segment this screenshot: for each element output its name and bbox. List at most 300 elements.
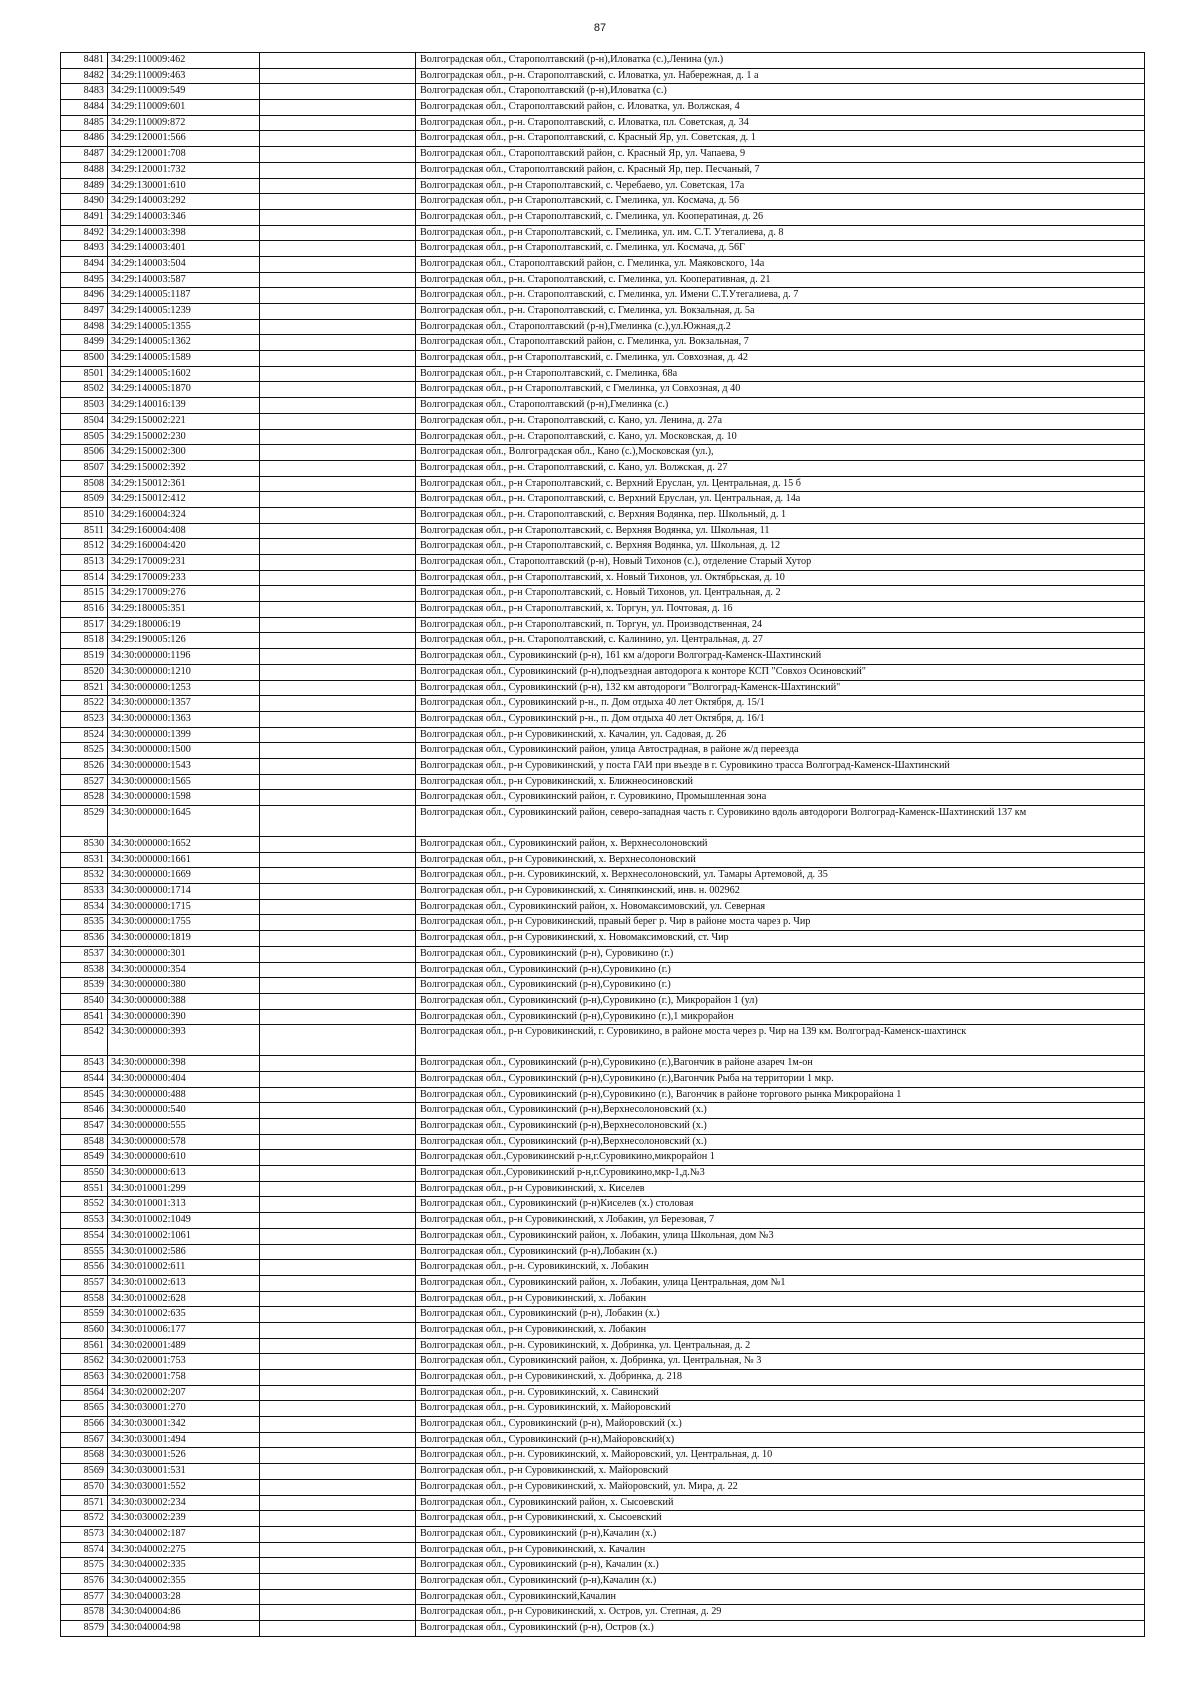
address-cell: Волгоградская обл., Старополтавский (р-н),Гмелинка (с.),ул.Южная,д.2 [416, 319, 1145, 335]
empty-cell [260, 1621, 416, 1637]
cadastral-number-cell: 34:30:000000:578 [108, 1134, 260, 1150]
cadastral-number-cell: 34:30:000000:1669 [108, 868, 260, 884]
cadastral-number-cell: 34:29:190005:126 [108, 633, 260, 649]
address-cell: Волгоградская обл., Суровикинский (р-н), Суровикино (г.) [416, 946, 1145, 962]
table-row [61, 1322, 1145, 1338]
address-cell: Волгоградская обл., Суровикинский (р-н),Суровикино (г.), Вагончик в районе торгового рынка Микрорайона 1 [416, 1087, 1145, 1103]
cadastral-number-cell: 34:30:010006:177 [108, 1322, 260, 1338]
cadastral-number-cell: 34:30:000000:1652 [108, 837, 260, 853]
table-row [61, 931, 1145, 947]
row-number-cell: 8531 [61, 852, 108, 868]
table-row [61, 1087, 1145, 1103]
empty-cell [260, 445, 416, 461]
cadastral-number-cell: 34:29:110009:462 [108, 53, 260, 69]
address-cell: Волгоградская обл., р-н Суровикинский, г. Суровикино, в районе моста через р. Чир на 139 км. Волгоград-Каменск-шахтинск [416, 1025, 1145, 1056]
address-cell: Волгоградская обл., Суровикинский район, х. Сысоевский [416, 1495, 1145, 1511]
row-number-cell: 8565 [61, 1401, 108, 1417]
cadastral-number-cell: 34:30:010002:611 [108, 1260, 260, 1276]
cadastral-number-cell: 34:29:150002:230 [108, 429, 260, 445]
table-row [61, 1150, 1145, 1166]
row-number-cell: 8502 [61, 382, 108, 398]
address-cell: Волгоградская обл., р-н. Старополтавский, с. Кано, ул. Московская, д. 10 [416, 429, 1145, 445]
cadastral-number-cell: 34:30:010002:613 [108, 1275, 260, 1291]
empty-cell [260, 476, 416, 492]
empty-cell [260, 586, 416, 602]
cadastral-number-cell: 34:29:140003:401 [108, 241, 260, 257]
table-row [61, 53, 1145, 69]
row-number-cell: 8536 [61, 931, 108, 947]
cadastral-number-cell: 34:30:030001:552 [108, 1479, 260, 1495]
address-cell: Волгоградская обл., Суровикинский (р-н), 161 км а/дороги Волгоград-Каменск-Шахтинский [416, 649, 1145, 665]
table-row [61, 1307, 1145, 1323]
row-number-cell: 8504 [61, 413, 108, 429]
row-number-cell: 8495 [61, 272, 108, 288]
table-row [61, 633, 1145, 649]
empty-cell [260, 868, 416, 884]
address-cell: Волгоградская обл., р-н. Суровикинский, х. Лобакин [416, 1260, 1145, 1276]
row-number-cell: 8482 [61, 68, 108, 84]
address-cell: Волгоградская обл., р-н Старополтавский, с. Гмелинка, ул. Космача, д. 56 [416, 194, 1145, 210]
table-row [61, 115, 1145, 131]
empty-cell [260, 1103, 416, 1119]
empty-cell [260, 256, 416, 272]
empty-cell [260, 1589, 416, 1605]
address-cell: Волгоградская обл., р-н. Старополтавский, с. Кано, ул. Волжская, д. 27 [416, 460, 1145, 476]
address-cell: Волгоградская обл., Суровикинский (р-н),Верхнесолоновский (х.) [416, 1103, 1145, 1119]
row-number-cell: 8555 [61, 1244, 108, 1260]
address-cell: Волгоградская обл., Суровикинский (р-н), Остров (х.) [416, 1621, 1145, 1637]
address-cell: Волгоградская обл., р-н Суровикинский, х. Киселев [416, 1181, 1145, 1197]
cadastral-number-cell: 34:30:010002:628 [108, 1291, 260, 1307]
table-row [61, 1464, 1145, 1480]
cadastral-number-cell: 34:29:140005:1870 [108, 382, 260, 398]
empty-cell [260, 1448, 416, 1464]
table-row [61, 617, 1145, 633]
empty-cell [260, 1322, 416, 1338]
address-cell: Волгоградская обл., Старополтавский (р-н), Новый Тихонов (с.), отделение Старый Хутор [416, 555, 1145, 571]
cadastral-number-cell: 34:29:140003:587 [108, 272, 260, 288]
row-number-cell: 8521 [61, 680, 108, 696]
row-number-cell: 8487 [61, 147, 108, 163]
table-row [61, 1542, 1145, 1558]
address-cell: Волгоградская обл., р-н. Старополтавский, с. Иловатка, пл. Советская, д. 34 [416, 115, 1145, 131]
table-row [61, 272, 1145, 288]
address-cell: Волгоградская обл., р-н. Суровикинский, х. Верхнесолоновский, ул. Тамары Артемовой, д. 35 [416, 868, 1145, 884]
address-cell: Волгоградская обл., Суровикинский (р-н)Киселев (х.) столовая [416, 1197, 1145, 1213]
empty-cell [260, 382, 416, 398]
cadastral-number-cell: 34:29:140003:504 [108, 256, 260, 272]
empty-cell [260, 633, 416, 649]
address-cell: Волгоградская обл., Суровикинский (р-н),Суровикино (г.) [416, 978, 1145, 994]
cadastral-number-cell: 34:29:150002:392 [108, 460, 260, 476]
table-row [61, 1605, 1145, 1621]
row-number-cell: 8529 [61, 806, 108, 837]
row-number-cell: 8554 [61, 1228, 108, 1244]
address-cell: Волгоградская обл., р-н. Старополтавский, с. Красный Яр, ул. Советская, д. 1 [416, 131, 1145, 147]
empty-cell [260, 241, 416, 257]
cadastral-number-cell: 34:30:000000:1715 [108, 899, 260, 915]
empty-cell [260, 1479, 416, 1495]
address-cell: Волгоградская обл., р-н. Старополтавский, с. Верхняя Водянка, пер. Школьный, д. 1 [416, 507, 1145, 523]
address-cell: Волгоградская обл., р-н Суровикинский, х. Добринка, д. 218 [416, 1370, 1145, 1386]
cadastral-number-cell: 34:30:000000:1253 [108, 680, 260, 696]
address-cell: Волгоградская обл., Суровикинский (р-н),Майоровский(х) [416, 1432, 1145, 1448]
empty-cell [260, 1354, 416, 1370]
cadastral-number-cell: 34:30:030002:239 [108, 1511, 260, 1527]
empty-cell [260, 1025, 416, 1056]
cadastral-number-cell: 34:30:000000:1755 [108, 915, 260, 931]
address-cell: Волгоградская обл., Старополтавский (р-н),Иловатка (с.) [416, 84, 1145, 100]
table-row [61, 178, 1145, 194]
cadastral-number-cell: 34:29:120001:708 [108, 147, 260, 163]
row-number-cell: 8483 [61, 84, 108, 100]
address-cell: Волгоградская обл., Суровикинский район, северо-западная часть г. Суровикино вдоль автодороги Волгоград-Каменск-Шахтинский 137 км [416, 806, 1145, 837]
address-cell: Волгоградская обл., Суровикинский район, х. Лобакин, улица Центральная, дом №1 [416, 1275, 1145, 1291]
address-cell: Волгоградская обл., Суровикинский (р-н), Майоровский (х.) [416, 1417, 1145, 1433]
row-number-cell: 8578 [61, 1605, 108, 1621]
address-cell: Волгоградская обл., р-н Суровикинский, х. Новомаксимовский, ст. Чир [416, 931, 1145, 947]
page-number: 87 [593, 22, 607, 34]
table-row [61, 209, 1145, 225]
table-row [61, 539, 1145, 555]
address-cell: Волгоградская обл., Суровикинский (р-н),Суровикино (г.),Вагончик Рыба на территории 1 мкр. [416, 1071, 1145, 1087]
row-number-cell: 8541 [61, 1009, 108, 1025]
table-row [61, 1511, 1145, 1527]
cadastral-number-cell: 34:29:140005:1602 [108, 366, 260, 382]
row-number-cell: 8528 [61, 790, 108, 806]
cadastral-number-cell: 34:29:140005:1589 [108, 351, 260, 367]
row-number-cell: 8570 [61, 1479, 108, 1495]
cadastral-number-cell: 34:30:000000:555 [108, 1119, 260, 1135]
address-cell: Волгоградская обл., р-н. Старополтавский, с. Гмелинка, ул. Кооперативная, д. 21 [416, 272, 1145, 288]
row-number-cell: 8500 [61, 351, 108, 367]
row-number-cell: 8574 [61, 1542, 108, 1558]
empty-cell [260, 1370, 416, 1386]
address-cell: Волгоградская обл., р-н Суровикинский, х. Сысоевский [416, 1511, 1145, 1527]
row-number-cell: 8550 [61, 1166, 108, 1182]
cadastral-number-cell: 34:30:010002:635 [108, 1307, 260, 1323]
table-row [61, 586, 1145, 602]
row-number-cell: 8519 [61, 649, 108, 665]
cadastral-number-cell: 34:29:110009:549 [108, 84, 260, 100]
row-number-cell: 8505 [61, 429, 108, 445]
table-row [61, 1071, 1145, 1087]
cadastral-number-cell: 34:30:000000:1210 [108, 664, 260, 680]
table-row [61, 1526, 1145, 1542]
cadastral-number-cell: 34:30:020002:207 [108, 1385, 260, 1401]
table-row [61, 602, 1145, 618]
empty-cell [260, 304, 416, 320]
empty-cell [260, 1573, 416, 1589]
empty-cell [260, 1511, 416, 1527]
address-cell: Волгоградская обл., р-н. Старополтавский, с. Кано, ул. Ленина, д. 27а [416, 413, 1145, 429]
row-number-cell: 8498 [61, 319, 108, 335]
address-cell: Волгоградская обл., Суровикинский р-н., п. Дом отдыха 40 лет Октября, д. 16/1 [416, 711, 1145, 727]
table-row [61, 225, 1145, 241]
row-number-cell: 8481 [61, 53, 108, 69]
cadastral-number-cell: 34:30:000000:1500 [108, 743, 260, 759]
row-number-cell: 8493 [61, 241, 108, 257]
cadastral-number-cell: 34:30:030001:531 [108, 1464, 260, 1480]
address-cell: Волгоградская обл., р-н Старополтавский, х. Новый Тихонов, ул. Октябрьская, д. 10 [416, 570, 1145, 586]
address-cell: Волгоградская обл., Старополтавский (р-н),Иловатка (с.),Ленина (ул.) [416, 53, 1145, 69]
address-cell: Волгоградская обл., Суровикинский (р-н),Качалин (х.) [416, 1526, 1145, 1542]
cadastral-number-cell: 34:30:010002:1061 [108, 1228, 260, 1244]
empty-cell [260, 194, 416, 210]
address-cell: Волгоградская обл., р-н Старополтавский, с. Гмелинка, ул. Кооператиная, д. 26 [416, 209, 1145, 225]
cadastral-number-cell: 34:30:030001:494 [108, 1432, 260, 1448]
empty-cell [260, 852, 416, 868]
address-cell: Волгоградская обл., р-н. Старополтавский, с. Гмелинка, ул. Вокзальная, д. 5а [416, 304, 1145, 320]
table-row [61, 790, 1145, 806]
cadastral-number-cell: 34:30:040004:86 [108, 1605, 260, 1621]
empty-cell [260, 53, 416, 69]
cadastral-number-cell: 34:30:030001:526 [108, 1448, 260, 1464]
row-number-cell: 8526 [61, 758, 108, 774]
row-number-cell: 8485 [61, 115, 108, 131]
row-number-cell: 8516 [61, 602, 108, 618]
cadastral-number-cell: 34:29:150012:361 [108, 476, 260, 492]
cadastral-number-cell: 34:30:000000:1819 [108, 931, 260, 947]
address-cell: Волгоградская обл., р-н Старополтавский, с. Гмелинка, ул. Совхозная, д. 42 [416, 351, 1145, 367]
row-number-cell: 8503 [61, 398, 108, 414]
cadastral-number-cell: 34:29:110009:463 [108, 68, 260, 84]
row-number-cell: 8515 [61, 586, 108, 602]
table-row [61, 664, 1145, 680]
cadastral-number-cell: 34:30:000000:1399 [108, 727, 260, 743]
cadastral-number-cell: 34:30:000000:613 [108, 1166, 260, 1182]
row-number-cell: 8567 [61, 1432, 108, 1448]
empty-cell [260, 539, 416, 555]
row-number-cell: 8518 [61, 633, 108, 649]
row-number-cell: 8524 [61, 727, 108, 743]
empty-cell [260, 1432, 416, 1448]
empty-cell [260, 209, 416, 225]
address-cell: Волгоградская обл., р-н Старополтавский, с. Гмелинка, ул. им. С.Т. Утегалиева, д. 8 [416, 225, 1145, 241]
cadastral-number-cell: 34:30:000000:388 [108, 993, 260, 1009]
table-row [61, 711, 1145, 727]
cadastral-number-cell: 34:30:000000:398 [108, 1056, 260, 1072]
row-number-cell: 8510 [61, 507, 108, 523]
empty-cell [260, 602, 416, 618]
cadastral-number-cell: 34:29:140005:1239 [108, 304, 260, 320]
empty-cell [260, 413, 416, 429]
address-cell: Волгоградская обл., р-н Суровикинский, х. Остров, ул. Степная, д. 29 [416, 1605, 1145, 1621]
row-number-cell: 8573 [61, 1526, 108, 1542]
empty-cell [260, 68, 416, 84]
cadastral-number-cell: 34:29:170009:233 [108, 570, 260, 586]
address-cell: Волгоградская обл.,Суровикинский р-н,г.Суровикино,мкр-1,д.№3 [416, 1166, 1145, 1182]
table-row [61, 852, 1145, 868]
table-row [61, 1009, 1145, 1025]
row-number-cell: 8508 [61, 476, 108, 492]
empty-cell [260, 1150, 416, 1166]
empty-cell [260, 366, 416, 382]
row-number-cell: 8488 [61, 162, 108, 178]
table-row [61, 523, 1145, 539]
table-row [61, 1056, 1145, 1072]
table-row [61, 429, 1145, 445]
cadastral-number-cell: 34:30:040002:335 [108, 1558, 260, 1574]
cadastral-number-cell: 34:30:040002:187 [108, 1526, 260, 1542]
empty-cell [260, 100, 416, 116]
table-row [61, 1589, 1145, 1605]
empty-cell [260, 711, 416, 727]
address-cell: Волгоградская обл., р-н. Старополтавский, с. Калинино, ул. Центральная, д. 27 [416, 633, 1145, 649]
cadastral-number-cell: 34:29:170009:276 [108, 586, 260, 602]
cadastral-number-cell: 34:30:030001:270 [108, 1401, 260, 1417]
address-cell: Волгоградская обл., Старополтавский район, с. Гмелинка, ул. Вокзальная, 7 [416, 335, 1145, 351]
table-row [61, 696, 1145, 712]
cadastral-number-cell: 34:29:180006:19 [108, 617, 260, 633]
address-cell: Волгоградская обл., Волгоградская обл., Кано (с.),Московская (ул.), [416, 445, 1145, 461]
address-cell: Волгоградская обл., Суровикинский (р-н),Суровикино (г.),1 микрорайон [416, 1009, 1145, 1025]
row-number-cell: 8562 [61, 1354, 108, 1370]
table-row [61, 1621, 1145, 1637]
table-row [61, 241, 1145, 257]
empty-cell [260, 617, 416, 633]
cadastral-number-cell: 34:29:130001:610 [108, 178, 260, 194]
table-row [61, 147, 1145, 163]
cadastral-number-cell: 34:30:000000:1645 [108, 806, 260, 837]
cadastral-number-cell: 34:30:010001:313 [108, 1197, 260, 1213]
cadastral-number-cell: 34:30:010002:586 [108, 1244, 260, 1260]
empty-cell [260, 649, 416, 665]
row-number-cell: 8552 [61, 1197, 108, 1213]
table-row [61, 743, 1145, 759]
empty-cell [260, 696, 416, 712]
address-cell: Волгоградская обл., р-н Суровикинский, х. Майоровский [416, 1464, 1145, 1480]
address-cell: Волгоградская обл., Суровикинский район, х. Лобакин, улица Школьная, дом №3 [416, 1228, 1145, 1244]
table-row [61, 1401, 1145, 1417]
cadastral-number-cell: 34:29:160004:408 [108, 523, 260, 539]
address-cell: Волгоградская обл., Старополтавский район, с. Красный Яр, пер. Песчаный, 7 [416, 162, 1145, 178]
empty-cell [260, 1385, 416, 1401]
row-number-cell: 8558 [61, 1291, 108, 1307]
row-number-cell: 8492 [61, 225, 108, 241]
empty-cell [260, 837, 416, 853]
table-row [61, 335, 1145, 351]
empty-cell [260, 162, 416, 178]
table-row [61, 1228, 1145, 1244]
cadastral-number-cell: 34:30:000000:1196 [108, 649, 260, 665]
empty-cell [260, 1071, 416, 1087]
address-cell: Волгоградская обл., р-н. Суровикинский, х. Майоровский [416, 1401, 1145, 1417]
row-number-cell: 8535 [61, 915, 108, 931]
cadastral-number-cell: 34:30:000000:610 [108, 1150, 260, 1166]
table-row [61, 1166, 1145, 1182]
table-row [61, 162, 1145, 178]
address-cell: Волгоградская обл., р-н Суровикинский, х. Лобакин [416, 1322, 1145, 1338]
row-number-cell: 8557 [61, 1275, 108, 1291]
row-number-cell: 8577 [61, 1589, 108, 1605]
table-row [61, 413, 1145, 429]
row-number-cell: 8523 [61, 711, 108, 727]
row-number-cell: 8556 [61, 1260, 108, 1276]
empty-cell [260, 1260, 416, 1276]
address-cell: Волгоградская обл., Суровикинский (р-н),подъездная автодорога к конторе КСП "Совхоз Осиновский" [416, 664, 1145, 680]
table-row [61, 1213, 1145, 1229]
row-number-cell: 8501 [61, 366, 108, 382]
row-number-cell: 8563 [61, 1370, 108, 1386]
empty-cell [260, 790, 416, 806]
table-row [61, 758, 1145, 774]
row-number-cell: 8517 [61, 617, 108, 633]
cadastral-number-cell: 34:30:000000:354 [108, 962, 260, 978]
row-number-cell: 8545 [61, 1087, 108, 1103]
row-number-cell: 8512 [61, 539, 108, 555]
empty-cell [260, 398, 416, 414]
row-number-cell: 8522 [61, 696, 108, 712]
address-cell: Волгоградская обл., р-н Старополтавский, п. Торгун, ул. Производственная, 24 [416, 617, 1145, 633]
address-cell: Волгоградская обл., р-н Суровикинский, правый берег р. Чир в районе моста чарез р. Чир [416, 915, 1145, 931]
row-number-cell: 8553 [61, 1213, 108, 1229]
row-number-cell: 8568 [61, 1448, 108, 1464]
table-row [61, 1354, 1145, 1370]
row-number-cell: 8527 [61, 774, 108, 790]
cadastral-number-cell: 34:29:170009:231 [108, 555, 260, 571]
address-cell: Волгоградская обл., Суровикинский (р-н),Лобакин (х.) [416, 1244, 1145, 1260]
row-number-cell: 8494 [61, 256, 108, 272]
row-number-cell: 8537 [61, 946, 108, 962]
empty-cell [260, 664, 416, 680]
cadastral-number-cell: 34:30:000000:1661 [108, 852, 260, 868]
empty-cell [260, 1338, 416, 1354]
address-cell: Волгоградская обл., р-н Суровикинский, х. Качалин, ул. Садовая, д. 26 [416, 727, 1145, 743]
cadastral-number-cell: 34:30:040002:275 [108, 1542, 260, 1558]
cadastral-number-cell: 34:29:140005:1187 [108, 288, 260, 304]
empty-cell [260, 84, 416, 100]
table-row [61, 1448, 1145, 1464]
empty-cell [260, 680, 416, 696]
table-row [61, 946, 1145, 962]
empty-cell [260, 1542, 416, 1558]
empty-cell [260, 978, 416, 994]
table-row [61, 774, 1145, 790]
address-cell: Волгоградская обл., р-н Старополтавский, с. Верхний Еруслан, ул. Центральная, д. 15 б [416, 476, 1145, 492]
address-cell: Волгоградская обл., Суровикинский район, улица Автострадная, в районе ж/д переезда [416, 743, 1145, 759]
empty-cell [260, 1009, 416, 1025]
table-row [61, 492, 1145, 508]
cadastral-number-cell: 34:30:000000:488 [108, 1087, 260, 1103]
empty-cell [260, 899, 416, 915]
empty-cell [260, 1464, 416, 1480]
cadastral-number-cell: 34:29:140005:1362 [108, 335, 260, 351]
empty-cell [260, 1275, 416, 1291]
row-number-cell: 8569 [61, 1464, 108, 1480]
table-row [61, 1025, 1145, 1056]
cadastral-number-cell: 34:30:040004:98 [108, 1621, 260, 1637]
row-number-cell: 8491 [61, 209, 108, 225]
row-number-cell: 8486 [61, 131, 108, 147]
row-number-cell: 8543 [61, 1056, 108, 1072]
empty-cell [260, 351, 416, 367]
empty-cell [260, 178, 416, 194]
address-cell: Волгоградская обл.,Суровикинский р-н,г.Суровикино,микрорайон 1 [416, 1150, 1145, 1166]
address-cell: Волгоградская обл., Старополтавский район, с. Гмелинка, ул. Маяковского, 14а [416, 256, 1145, 272]
row-number-cell: 8576 [61, 1573, 108, 1589]
empty-cell [260, 288, 416, 304]
cadastral-number-cell: 34:30:000000:1543 [108, 758, 260, 774]
row-number-cell: 8507 [61, 460, 108, 476]
empty-cell [260, 460, 416, 476]
address-cell: Волгоградская обл., р-н Старополтавский, с. Гмелинка, 68а [416, 366, 1145, 382]
cadastral-number-cell: 34:29:140003:292 [108, 194, 260, 210]
empty-cell [260, 727, 416, 743]
cadastral-number-cell: 34:30:000000:1363 [108, 711, 260, 727]
address-cell: Волгоградская обл., Суровикинский район, г. Суровикино, Промышленная зона [416, 790, 1145, 806]
row-number-cell: 8572 [61, 1511, 108, 1527]
